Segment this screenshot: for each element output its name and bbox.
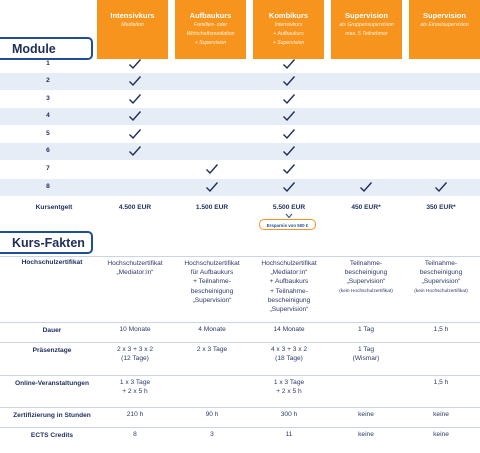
fact-label: Zertifizierung in Stunden	[13, 412, 91, 419]
fact-cell	[247, 325, 331, 334]
row-divider	[0, 427, 480, 428]
course-price: 1.500 EUR	[195, 204, 229, 211]
module-number: 6	[46, 147, 50, 154]
course-price: 4.500 EUR	[118, 204, 152, 211]
fact-cell-line: keine	[433, 411, 449, 418]
fact-cell-line: bescheinigung	[267, 296, 311, 304]
fact-cell-line: 2 x 3 Tage	[196, 346, 228, 353]
fact-cell-line: 3	[210, 431, 214, 438]
checkmark-icon	[282, 58, 296, 70]
fact-cell-line: 8	[133, 431, 137, 438]
fact-cell-line: „Supervision“	[192, 296, 232, 304]
checkmark-icon	[282, 163, 296, 175]
fact-label: Hochschulzertifikat	[21, 259, 83, 266]
course-title: Aufbaukurs	[189, 11, 232, 20]
course-subtitle: Familien- oder	[193, 22, 228, 28]
checkmark-icon	[282, 145, 296, 157]
module-row	[0, 126, 480, 143]
section-title-facts	[0, 231, 93, 254]
fact-cell-line: „Supervision“	[269, 306, 309, 314]
fact-cell	[399, 325, 480, 334]
fact-cell-line: „Supervision“	[421, 278, 461, 286]
module-row	[0, 56, 480, 73]
course-subtitle: Wirtschaftsmediation	[186, 31, 235, 37]
fact-cell	[247, 430, 331, 439]
fact-cell	[247, 410, 331, 419]
fact-cell	[324, 345, 408, 363]
checkmark-icon	[282, 75, 296, 87]
fact-cell	[170, 410, 254, 419]
course-subtitle: Intensivkurs	[274, 22, 303, 28]
course-subtitle: + Supervision	[194, 40, 227, 46]
fact-cell-line: 1,5 h	[433, 326, 449, 333]
fact-cell-line: 1 x 3 Tage	[273, 379, 305, 386]
module-row	[0, 73, 480, 90]
row-divider	[0, 407, 480, 408]
course-column-header	[175, 0, 246, 59]
fact-cell	[247, 378, 331, 396]
fact-cell	[93, 410, 177, 419]
row-divider	[0, 322, 480, 323]
course-column-header	[253, 0, 324, 59]
course-title: Supervision	[423, 11, 466, 20]
module-row	[0, 143, 480, 160]
fact-cell-line: 11	[285, 431, 293, 438]
fact-cell	[247, 259, 331, 314]
course-subtitle: max. 5 Teilnehmer	[345, 31, 388, 37]
fact-cell-line: + 2 x 5 h	[122, 388, 148, 396]
checkmark-icon	[282, 93, 296, 105]
fact-cell	[93, 345, 177, 363]
section-title-text: Module	[12, 42, 56, 56]
checkmark-icon	[205, 163, 219, 175]
fact-cell	[399, 410, 480, 419]
fact-cell-line: + Aufbaukurs	[269, 278, 309, 286]
fact-cell-line: bescheinigung	[419, 269, 463, 277]
course-subtitle: + Supervision	[272, 40, 305, 46]
course-column-header	[97, 0, 168, 59]
fact-cell	[170, 430, 254, 439]
checkmark-icon	[128, 75, 142, 87]
fact-cell-line: 300 h	[280, 411, 298, 418]
fact-label: ECTS Credits	[30, 432, 74, 439]
course-title: Supervision	[345, 11, 388, 20]
fact-cell-line: „Supervision“	[346, 278, 386, 286]
fact-cell-line: + Teilnahme-	[270, 287, 308, 295]
fact-label: Online-Veranstaltungen	[14, 380, 89, 387]
row-divider	[0, 256, 480, 257]
checkmark-icon	[128, 58, 142, 70]
fact-label: Dauer	[42, 327, 62, 334]
module-number: 7	[46, 165, 50, 172]
savings-badge: Ersparnis von 500 €	[259, 219, 316, 230]
fact-cell-line: 90 h	[205, 411, 219, 418]
fee-label: Kursentgelt	[35, 204, 73, 211]
module-row	[0, 108, 480, 125]
checkmark-icon	[128, 128, 142, 140]
module-number: 2	[46, 77, 50, 84]
module-row	[0, 179, 480, 196]
fact-cell	[93, 430, 177, 439]
fact-cell-line: 2 x 3 + 3 x 2	[116, 346, 154, 353]
fact-cell-line: Hochschulzertifikat	[184, 260, 240, 267]
fact-cell-line: 1 Tag	[357, 326, 374, 333]
fact-cell-line: 1,5 h	[433, 379, 449, 386]
fact-cell-line: 4 x 3 + 3 x 2	[270, 346, 308, 353]
fact-cell-line: (18 Tage)	[275, 355, 303, 363]
fact-cell-line: Teilnahme-	[424, 260, 458, 267]
checkmark-icon	[128, 93, 142, 105]
fact-cell-line: (12 Tage)	[121, 355, 149, 363]
fact-cell-line: (Wismar)	[352, 355, 380, 363]
fact-cell	[170, 325, 254, 334]
fact-cell-line: „Mediator:in“	[116, 269, 154, 277]
fact-cell-line: 1 Tag	[357, 346, 374, 353]
fact-cell	[399, 259, 480, 296]
fact-cell-line: 210 h	[126, 411, 144, 418]
module-number: 5	[46, 130, 50, 137]
fact-cell-line: 10 Monate	[119, 326, 151, 333]
course-price: 5.500 EUR	[272, 204, 306, 211]
fact-cell-line: keine	[358, 431, 374, 438]
fact-cell-line: Hochschulzertifikat	[261, 260, 317, 267]
checkmark-icon	[282, 128, 296, 140]
checkmark-icon	[282, 110, 296, 122]
fact-cell-line: + Teilnahme-	[193, 278, 231, 286]
module-number: 8	[46, 183, 50, 190]
course-subtitle: als Einzelsupervision	[420, 22, 469, 28]
fact-cell-line: keine	[433, 431, 449, 438]
module-number: 3	[46, 95, 50, 102]
fact-cell	[93, 259, 177, 277]
fact-cell	[170, 259, 254, 305]
fact-cell-line: + 2 x 5 h	[276, 388, 302, 396]
fact-cell	[93, 378, 177, 396]
fact-cell-line: (kein Hochschulzertifikat)	[414, 288, 468, 294]
course-column-header	[331, 0, 402, 59]
checkmark-icon	[359, 181, 373, 193]
checkmark-icon	[205, 181, 219, 193]
fact-cell-line: „Mediator:in“	[270, 269, 308, 277]
course-title: Kombikurs	[268, 11, 309, 20]
row-divider	[0, 375, 480, 376]
section-title-text: Kurs-Fakten	[12, 236, 85, 250]
fact-cell-line: (kein Hochschulzertifikat)	[339, 288, 393, 294]
course-title: Intensivkurs	[110, 11, 155, 20]
fact-cell	[399, 430, 480, 439]
fact-cell	[324, 410, 408, 419]
fact-cell	[170, 345, 254, 354]
course-subtitle: als Gruppensupervision	[339, 22, 394, 28]
fact-cell-line: Teilnahme-	[349, 260, 383, 267]
fact-cell	[324, 259, 408, 296]
fact-cell-line: bescheinigung	[344, 269, 388, 277]
fact-cell-line: Hochschulzertifikat	[107, 260, 163, 267]
fact-cell	[324, 325, 408, 334]
module-number: 4	[46, 112, 50, 119]
checkmark-icon	[434, 181, 448, 193]
checkmark-icon	[282, 181, 296, 193]
fact-cell-line: keine	[358, 411, 374, 418]
module-row	[0, 161, 480, 178]
fact-cell	[324, 430, 408, 439]
fact-cell-line: bescheinigung	[190, 287, 234, 295]
course-price: 350 EUR*	[426, 204, 456, 211]
checkmark-icon	[128, 110, 142, 122]
fact-cell	[247, 345, 331, 363]
fact-label: Präsenztage	[32, 347, 72, 354]
checkmark-icon	[128, 145, 142, 157]
fact-cell-line: 4 Monate	[198, 326, 226, 333]
fact-cell	[93, 325, 177, 334]
module-row	[0, 91, 480, 108]
course-column-header	[409, 0, 480, 59]
course-subtitle: Mediation	[121, 22, 144, 28]
module-number: 1	[46, 60, 50, 67]
fact-cell	[399, 378, 480, 387]
fact-cell-line: für Aufbaukurs	[190, 269, 234, 277]
fact-cell-line: 14 Monate	[273, 326, 305, 333]
course-price: 450 EUR*	[351, 204, 381, 211]
fact-cell-line: 1 x 3 Tage	[119, 379, 151, 386]
course-subtitle: + Aufbaukurs	[273, 31, 304, 37]
row-divider	[0, 342, 480, 343]
